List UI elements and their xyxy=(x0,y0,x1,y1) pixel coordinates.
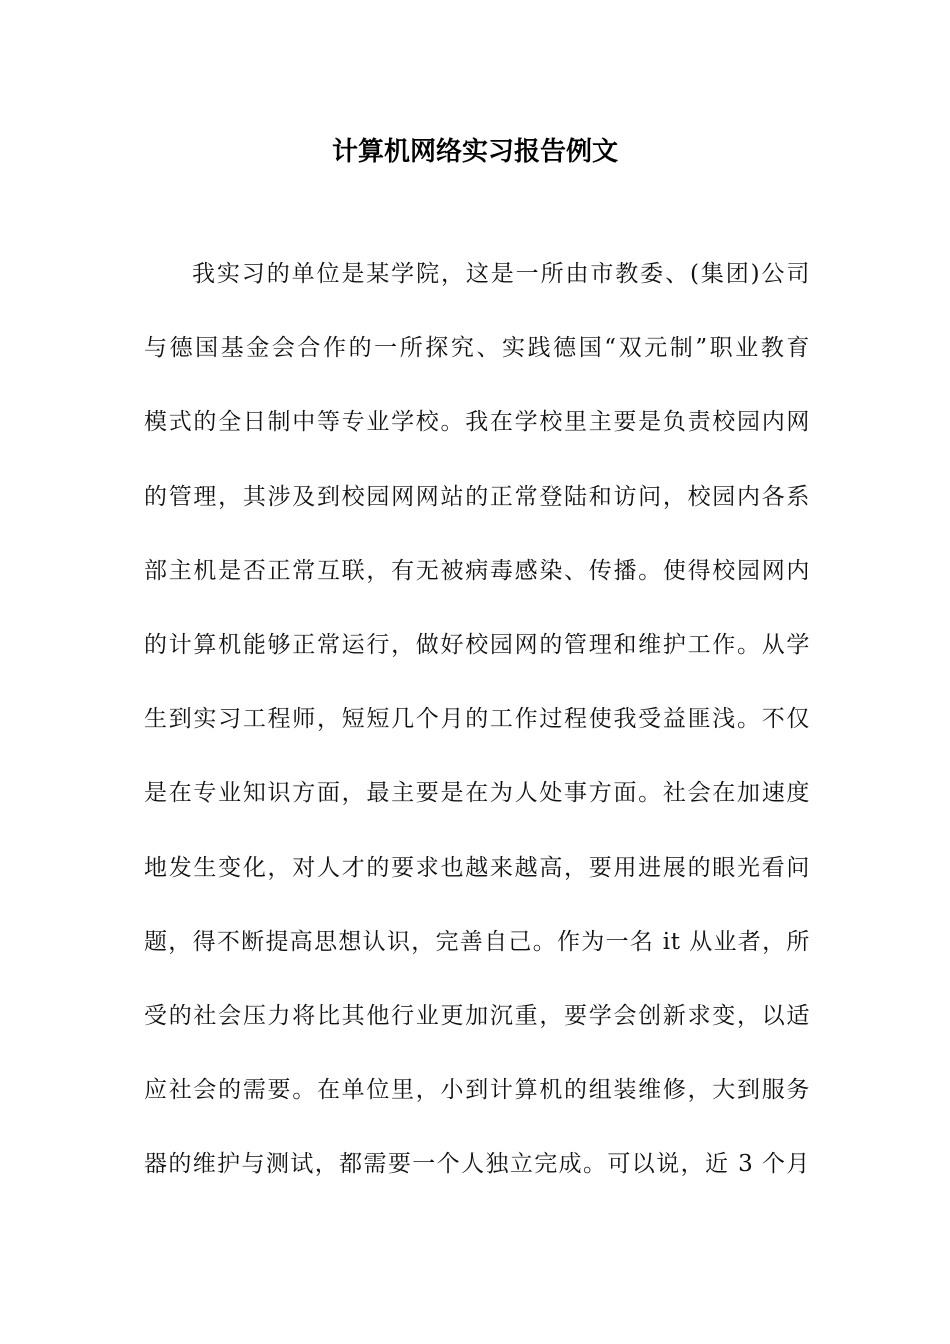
body-line-6: 的计算机能够正常运行，做好校园网的管理和维护工作。从学 xyxy=(144,631,810,658)
body-line-10: 题，得不断提高思想认识，完善自己。作为一名 it 从业者，所 xyxy=(144,928,810,955)
body-line-5: 部主机是否正常互联，有无被病毒感染、传播。使得校园网内 xyxy=(144,557,810,584)
document-body xyxy=(144,254,810,1218)
body-line-7: 生到实习工程师，短短几个月的工作过程使我受益匪浅。不仅 xyxy=(144,706,810,733)
body-line-12: 应社会的需要。在单位里，小到计算机的组装维修，大到服务 xyxy=(144,1077,810,1104)
document-title: 计算机网络实习报告例文 xyxy=(331,137,618,167)
body-line-4: 的管理，其涉及到校园网网站的正常登陆和访问，校园内各系 xyxy=(144,483,810,510)
body-line-11: 受的社会压力将比其他行业更加沉重，要学会创新求变，以适 xyxy=(144,1002,810,1029)
body-line-3: 模式的全日制中等专业学校。我在学校里主要是负责校园内网 xyxy=(144,409,810,436)
body-line-13: 器的维护与测试，都需要一个人独立完成。可以说，近 3 个月 xyxy=(144,1151,810,1178)
body-line-1: 我实习的单位是某学院，这是一所由市教委、(集团)公司 xyxy=(192,261,810,287)
body-line-9: 地发生变化，对人才的要求也越来越高，要用进展的眼光看问 xyxy=(144,854,810,881)
body-line-2: 与德国基金会合作的一所探究、实践德国“双元制”职业教育 xyxy=(144,335,810,362)
body-line-8: 是在专业知识方面，最主要是在为人处事方面。社会在加速度 xyxy=(144,780,810,807)
